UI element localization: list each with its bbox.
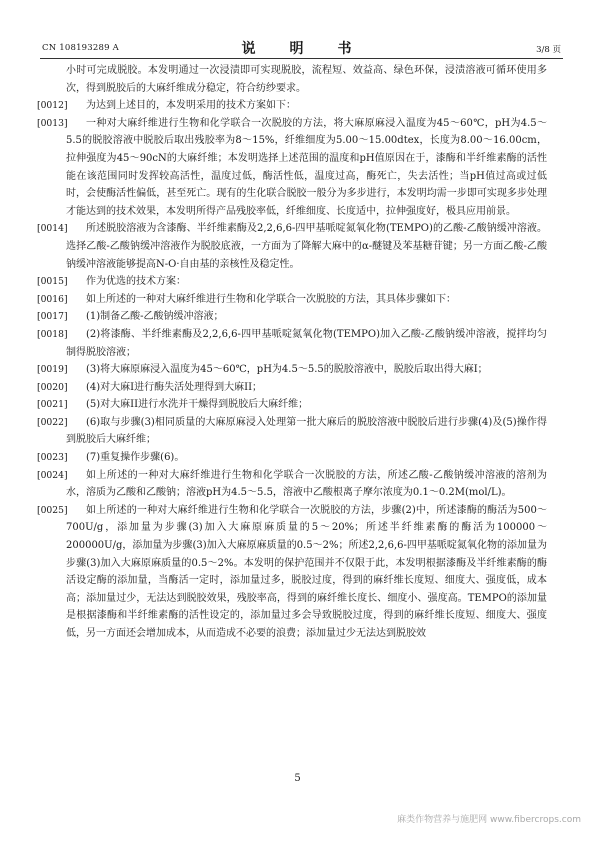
page-number: 5 <box>294 773 301 784</box>
paragraph-text: (5)对大麻II进行水洗并干燥得到脱胶后大麻纤维； <box>86 399 309 411</box>
paragraph-number: [0013] <box>37 117 68 129</box>
paragraph-0022 <box>37 414 547 449</box>
paragraph-text: (6)取与步骤(3)相同质量的大麻原麻浸入处理第一批大麻后的脱胶溶液中脱胶后进行步骤(4)及(5)操作得到脱胶后大麻纤维； <box>66 416 547 446</box>
page-indicator: 3/8 页 <box>536 45 561 55</box>
paragraph-text: 小时可完成脱胶。本发明通过一次浸渍即可实现脱胶，流程短、效益高、绿色环保，浸渍溶液可循环使用多次，得到脱胶后的大麻纤维成分稳定，符合纺纱要求。 <box>66 65 547 94</box>
paragraph-0024 <box>37 467 547 502</box>
paragraph-0016 <box>37 291 547 309</box>
document-title: 说 明 书 <box>241 41 362 57</box>
paragraph-number: [0017] <box>37 311 68 323</box>
paragraph-number: [0019] <box>37 364 68 376</box>
paragraph-number: [0025] <box>37 504 68 516</box>
paragraph-text: (3)将大麻原麻浸入温度为45～60℃，pH为4.5～5.5的脱胶溶液中，脱胶后取出得大麻I； <box>86 364 488 376</box>
document-body <box>37 62 547 643</box>
paragraph-number: [0012] <box>37 100 68 112</box>
page-header <box>40 38 563 58</box>
paragraph-0023 <box>37 449 547 467</box>
paragraph-number: [0020] <box>37 381 68 393</box>
paragraph-text: (7)重复操作步骤(6)。 <box>86 452 185 464</box>
paragraph-number: [0023] <box>37 452 68 464</box>
paragraph-continued <box>66 62 547 97</box>
paragraph-number: [0018] <box>37 328 68 340</box>
paragraph-0018 <box>37 326 547 361</box>
paragraph-text: 如上所述的一种对大麻纤维进行生物和化学联合一次脱胶的方法，其具体步骤如下： <box>86 293 456 305</box>
paragraph-text: 所述脱胶溶液为含漆酶、半纤维素酶及2,2,6,6-四甲基哌啶氮氧化物(TEMPO)的乙酸-乙酸钠缓冲溶液。选择乙酸-乙酸钠缓冲溶液作为脱胶底液，一方面为了降解大麻中的α-醚键及苯基糖苷键；另一方面乙酸-乙酸钠缓冲溶液能够提高N-O·自由基的亲核性及稳定性。 <box>66 223 547 270</box>
header-rule <box>40 58 563 59</box>
paragraph-text: (1)制备乙酸-乙酸钠缓冲溶液； <box>86 311 224 323</box>
paragraph-number: [0022] <box>37 416 68 428</box>
paragraph-0017 <box>37 308 547 326</box>
paragraph-0021 <box>37 396 547 414</box>
paragraph-0020 <box>37 379 547 397</box>
paragraph-text: 如上所述的一种对大麻纤维进行生物和化学联合一次脱胶的方法，步骤(2)中，所述漆酶的酶活为500～700U/g，添加量为步骤(3)加入大麻原麻质量的5～20%；所述半纤维素酶的酶活为100000～200000U/g，添加量为步骤(3)加入大麻原麻质量的0.5～2%；所述2,2,6,6-四甲基哌啶氮氧化物的添加量为步骤(3)加入大麻原麻质量的0.5～2%。本发明的保护范围并不仅限于此，本发明根据漆酶及半纤维素酶的酶活设定酶的添加量，当酶活一定时，添加量过多，脱胶过度，得到的麻纤维长度短、细度大、强度低，成本高；添加量过少，无法达到脱胶效果，残胶率高，得到的麻纤维长度长、细度小、强度高。TEMPO的添加量是根据漆酶和半纤维素酶的活性设定的，添加量过多会导致脱胶过度，得到的麻纤维长度短、细度大、强度低，另一方面还会增加成本，从而造成不必要的浪费；添加量过少无法达到脱胶效 <box>66 504 547 639</box>
paragraph-text: 一种对大麻纤维进行生物和化学联合一次脱胶的方法，将大麻原麻浸入温度为45～60℃，pH为4.5～5.5的脱胶溶液中脱胶后取出残胶率为8～15%，纤维细度为5.00～15.00dtex，长度为8.00～16.00cm，拉伸强度为45～90cN的大麻纤维；本发明选择上述范围的温度和pH值原因在于，漆酶和半纤维素酶的活性能在该范围同时发挥较高活性，温度过低，酶活性低，温度过高，酶死亡，失去活性；当pH值过高或过低时，会使酶活性偏低，甚至死亡。现有的生化联合脱胶一般分为多步进行，本发明均需一步即可实现多步处理才能达到的技术效果，本发明所得产品残胶率低，纤维细度、长度适中，拉伸强度好，极具应用前景。 <box>66 117 547 217</box>
paragraph-number: [0021] <box>37 399 68 411</box>
paragraph-0012 <box>37 97 547 115</box>
paragraph-number: [0014] <box>37 223 68 235</box>
paragraph-0014 <box>37 220 547 273</box>
paragraph-text: (2)将漆酶、半纤维素酶及2,2,6,6-四甲基哌啶氮氧化物(TEMPO)加入乙酸-乙酸钠缓冲溶液，搅拌均匀制得脱胶溶液； <box>66 328 547 358</box>
paragraph-text: (4)对大麻I进行酶失活处理得到大麻II； <box>86 381 263 393</box>
paragraph-text: 如上所述的一种对大麻纤维进行生物和化学联合一次脱胶的方法，所述乙酸-乙酸钠缓冲溶液的溶剂为水，溶质为乙酸和乙酸钠；溶液pH为4.5～5.5，溶液中乙酸根离子摩尔浓度为0.1～0.2M(mol/L)。 <box>66 469 547 499</box>
paragraph-0025 <box>37 502 547 643</box>
patent-number: CN 108193289 A <box>42 43 119 53</box>
paragraph-number: [0016] <box>37 293 68 305</box>
paragraph-0019 <box>37 361 547 379</box>
paragraph-0013 <box>37 115 547 221</box>
paragraph-number: [0024] <box>37 469 68 481</box>
site-watermark: 麻类作物营养与施肥网 www.fibercrops.com <box>397 815 581 825</box>
paragraph-number: [0015] <box>37 276 68 288</box>
paragraph-0015 <box>37 273 547 291</box>
paragraph-text: 作为优选的技术方案： <box>86 276 186 288</box>
paragraph-text: 为达到上述目的，本发明采用的技术方案如下： <box>86 100 296 112</box>
